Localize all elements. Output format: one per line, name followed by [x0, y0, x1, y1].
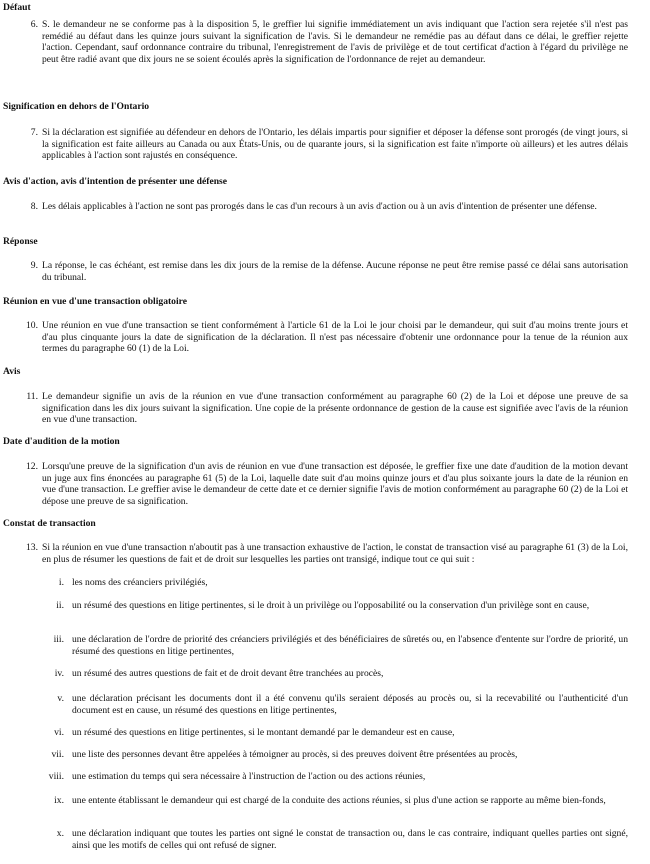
- heading-date-audition: Date d'audition de la motion: [3, 436, 120, 447]
- heading-constat: Constat de transaction: [3, 518, 96, 529]
- heading-avis: Avis: [3, 366, 21, 377]
- item-numeral: iv.: [54, 668, 64, 679]
- paragraph-10: [8, 320, 628, 356]
- item-numeral: iii.: [53, 634, 64, 645]
- paragraph-12: [8, 461, 628, 509]
- item-text: une déclaration indiquant que toutes les parties ont signé le constat de transaction ou, dans le cas contraire, indiquant quelles parties ont signé, ainsi que les motifs de celles qui ont refusé de signer.: [72, 828, 628, 851]
- paragraph-number: 12.: [26, 461, 38, 472]
- paragraph-text: Si la réunion en vue d'une transaction n'aboutit pas à une transaction exhaustive de l'action, le constat de transaction visé au paragraphe 61 (3) de la Loi, en plus de résumer les questions de fait et de droit sur lesquelles les parties ont transigé, indique tout ce qui suit :: [42, 542, 628, 565]
- item-numeral: vi.: [54, 727, 64, 738]
- heading-reponse: Réponse: [3, 236, 38, 247]
- paragraph-number: 9.: [30, 260, 38, 271]
- item-text: une estimation du temps qui sera nécessaire à l'instruction de l'action ou des actions réunies,: [72, 771, 426, 782]
- paragraph-text: La réponse, le cas échéant, est remise dans les dix jours de la remise de la défense. Aucune réponse ne peut être remise passé ce délai sans autorisation du tribunal.: [42, 260, 628, 283]
- item-text: un résumé des questions en litige pertinentes, si le montant demandé par le demandeur est en cause,: [72, 727, 455, 738]
- paragraph-11: [8, 391, 628, 427]
- item-numeral: i.: [58, 577, 64, 588]
- item-text: les noms des créanciers privilégiés,: [72, 577, 208, 588]
- item-numeral: ii.: [56, 600, 64, 611]
- paragraph-text: Si la déclaration est signifiée au défendeur en dehors de l'Ontario, les délais impartis pour signifier et déposer la défense sont prorogés (de vingt jours, si la signification est faite ailleurs au Canada ou aux États-Unis, ou de quarante jours, si la signification est faite n'importe où ailleurs) et les autres délais applicables à l'action sont rajustés en conséquence.: [42, 127, 628, 162]
- heading-reunion: Réunion en vue d'une transaction obligatoire: [3, 296, 187, 307]
- paragraph-number: 13.: [26, 542, 38, 553]
- heading-avis-action: Avis d'action, avis d'intention de présenter une défense: [3, 176, 228, 187]
- item-text: une déclaration de l'ordre de priorité des créanciers privilégiés et des bénéficiaires de sûretés ou, en l'absence d'entente sur l'ordre de priorité, un résumé des questions en litige pertinentes,: [72, 634, 628, 657]
- paragraph-6: [8, 19, 628, 67]
- paragraph-number: 8.: [30, 201, 38, 212]
- paragraph-number: 7.: [30, 127, 38, 138]
- paragraph-text: Les délais applicables à l'action ne sont pas prorogés dans le cas d'un recours à un avis d'action ou à un avis d'intention de présenter une défense.: [42, 201, 597, 212]
- item-numeral: v.: [57, 693, 64, 704]
- paragraph-text: Lorsqu'une preuve de la signification d'un avis de réunion en vue d'une transaction est déposée, le greffier fixe une date d'audition de la motion devant un juge aux fins énoncées au paragraphe 61 (5) de la Loi, laquelle date suit d'au moins quinze jours et d'au plus soixante jours la date de la réunion en vue d'une transaction. Le greffier avise le demandeur de cette date et ce dernier signifie l'avis de motion conformément au paragraphe 60 (2) de la Loi et dépose une preuve de sa signification.: [42, 461, 628, 507]
- heading-signification: Signification en dehors de l'Ontario: [3, 101, 150, 112]
- paragraph-number: 6.: [30, 19, 38, 30]
- item-text: un résumé des autres questions de fait et de droit devant être tranchées au procès,: [72, 668, 384, 679]
- paragraph-number: 10.: [26, 320, 38, 331]
- item-text: une déclaration précisant les documents dont il a été convenu qu'ils seraient déposés au procès ou, si la recevabilité ou l'authenticité d'un document est en cause, un résumé des questions en litige pertinentes,: [72, 693, 628, 716]
- item-numeral: ix.: [54, 795, 64, 806]
- paragraph-text: Une réunion en vue d'une transaction se tient conformément à l'article 61 de la Loi le jour choisi par le demandeur, qui suit d'au moins trente jours et d'au plus cinquante jours la date de signification de la déclaration. Il n'est pas nécessaire d'obtenir une ordonnance pour la tenue de la réunion aux termes du paragraphe 60 (1) de la Loi.: [42, 320, 628, 355]
- item-text: un résumé des questions en litige pertinentes, si le droit à un privilège ou l'opposabilité ou la conservation d'un privilège sont en cause,: [72, 600, 590, 611]
- paragraph-9: [8, 260, 628, 284]
- paragraph-8: [8, 201, 628, 225]
- paragraph-13: [8, 542, 628, 566]
- item-numeral: x.: [56, 828, 64, 839]
- paragraph-text: Le demandeur signifie un avis de la réunion en vue d'une transaction conformément au paragraphe 60 (2) de la Loi et dépose une preuve de sa signification dans les dix jours suivant la signification. Une copie de la présente ordonnance de gestion de la cause est signifiée avec l'avis de la réunion en vue d'une transaction.: [42, 391, 628, 426]
- paragraph-7: [8, 127, 628, 163]
- item-text: une liste des personnes devant être appelées à témoigner au procès, si des preuves doivent être présentées au procès,: [72, 749, 518, 760]
- paragraph-text: S. le demandeur ne se conforme pas à la disposition 5, le greffier lui signifie immédiatement un avis indiquant que l'action sera rejetée s'il n'est pas remédié au défaut dans les quinze jours suivant la signification de l'avis. Si le demandeur ne remédie pas au défaut dans ce délai, le greffier rejette l'action. Cependant, sauf ordonnance contraire du tribunal, l'enregistrement de l'avis de privilège et de tout certificat d'action à l'égard du privilège ne peut être radié avant que dix jours ne se soient écoulés après la signification de l'ordonnance de rejet au demandeur.: [42, 19, 628, 65]
- item-numeral: viii.: [48, 771, 64, 782]
- item-numeral: vii.: [51, 749, 64, 760]
- paragraph-number: 11.: [26, 391, 38, 402]
- heading-defaut: Défaut: [3, 2, 31, 13]
- item-text: une entente établissant le demandeur qui est chargé de la conduite des actions réunies, si plus d'une action se rapporte au même bien-fonds,: [72, 795, 606, 806]
